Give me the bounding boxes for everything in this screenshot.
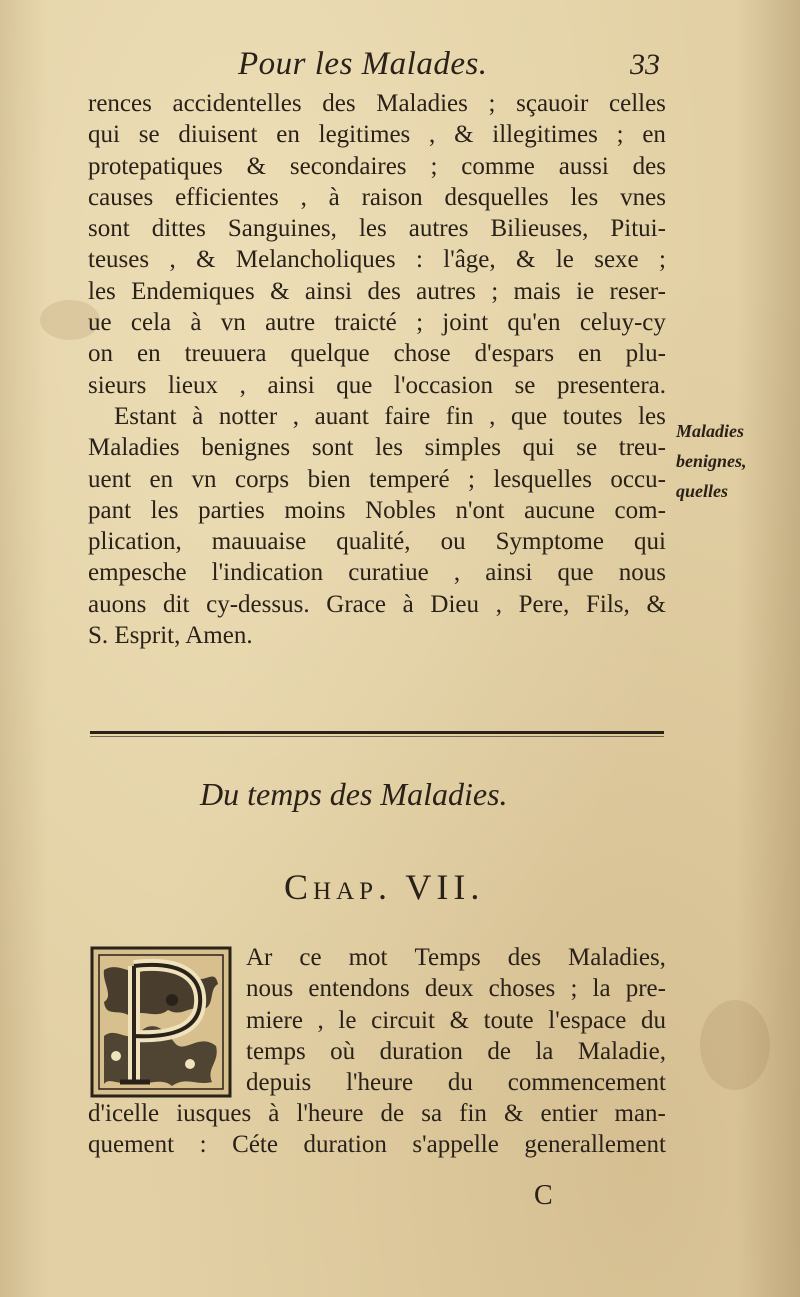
word: s'appelle [412,1131,499,1159]
word: ainsi [304,277,353,305]
word: vnes [620,183,666,211]
margin-note-line: Maladies [676,421,745,441]
text-line [88,464,666,495]
word: des [322,90,356,117]
word: duration [303,1131,387,1159]
text-line [88,213,666,244]
word: , [239,371,246,399]
word: toutes [562,402,623,430]
word: aussi [558,152,609,180]
text-line [88,495,666,526]
word: dit [163,590,190,618]
word: vn [220,309,246,337]
word: ; [468,465,475,493]
word: en [149,465,174,493]
word: quelque [290,340,370,368]
word: à [190,309,202,337]
word: de [487,1037,511,1065]
word: , [453,559,461,587]
word: d'espars [474,340,555,368]
word: l'occasion [394,371,493,399]
word: des [632,152,666,180]
word: les [358,215,387,243]
word: sexe [594,246,639,274]
word: mauuaise [211,528,307,556]
word: causes [88,183,154,211]
word: circuit [371,1006,435,1034]
word: bien [307,465,351,493]
text-line [88,182,666,213]
word: qui [634,528,666,556]
text-line [246,1036,666,1067]
word: ; [570,975,578,1003]
chapter-heading: Chap. VII. [284,867,485,907]
word: presentera. [557,371,666,399]
word: , [495,590,502,618]
word: treu- [618,434,666,462]
word: Endemiques [131,277,255,305]
word: simples [424,434,502,462]
word: qui [522,434,555,462]
word: les [570,183,599,211]
word: , [429,121,436,149]
word: se [138,121,160,149]
word: notter [218,402,278,430]
word: efficientes [175,183,279,211]
word: joint [442,309,489,337]
text-line: S. Esprit, Amen. [88,622,253,650]
word: desquelles [444,183,549,211]
word: les [150,496,179,524]
word: n'ont [455,496,505,524]
word: où [330,1037,356,1065]
rule-hairline [90,736,664,737]
page-number: 33 [630,48,660,81]
word: Bilieuses, [490,215,589,243]
word: la [592,975,611,1003]
text-line [88,119,666,150]
word: ; [488,90,496,117]
word: Nobles [365,496,436,524]
word: ; [416,309,424,337]
word: quement [88,1131,175,1159]
word: fin [459,1100,487,1127]
word: Melancholiques [235,246,396,274]
word: dittes [151,215,206,243]
word: temperé [369,465,450,493]
margin-note-line: benignes, [676,451,747,471]
word: legitimes [318,121,411,149]
word: les [375,434,403,462]
word: comme [461,152,535,180]
text-line [88,307,666,338]
word: man- [614,1100,666,1127]
word: , [300,183,307,211]
text-line [88,244,666,275]
word: curatiue [348,559,429,587]
word: pant [88,496,132,524]
word: & [646,590,666,618]
word: Maladies [376,90,468,117]
word: & [196,246,216,274]
word: & [454,121,474,149]
word: temps [246,1037,306,1065]
word: Maladies, [568,944,666,971]
text-line [88,526,666,557]
word: l'âge, [443,246,496,274]
word: le [338,1006,357,1034]
word: , [489,402,496,430]
word: miere [246,1006,303,1034]
word: plu- [625,340,666,368]
word: en [642,121,666,149]
word: sont [88,215,130,243]
text-line [88,1129,666,1160]
word: Sanguines, [227,215,337,243]
word: ce [299,944,322,971]
word: de [380,1100,405,1127]
word: Dieu [430,590,480,618]
text-line [88,370,666,401]
section-title: Du temps des Maladies. [200,776,508,812]
paper-stain [700,1000,770,1090]
word: à [402,590,414,618]
text-line [88,276,666,307]
word: des [507,944,542,971]
word: celles [609,90,666,117]
word: l'indication [211,559,324,587]
word: vn [191,465,217,493]
word: lesquelles [493,465,592,493]
word: Maladies [88,434,180,462]
word: Pitui- [610,215,666,243]
word: ; [659,246,666,274]
word: sieurs [88,371,147,399]
catchword: C [534,1180,553,1211]
word: ; [616,121,624,149]
word: du [447,1069,473,1097]
decorated-initial-p-icon [90,946,232,1098]
word: en [578,340,602,368]
word: , [292,402,300,430]
word: nous [246,975,294,1003]
text-line [88,432,666,463]
word: Temps [414,944,481,971]
word: , [317,1006,324,1034]
word: & [246,152,267,180]
word: l'espace [548,1006,627,1034]
word: Pere, [518,590,570,618]
word: Céte [232,1131,278,1159]
word: à [328,183,340,211]
word: & [449,1006,470,1034]
word: on [88,340,113,368]
margin-note [676,416,747,506]
word: empesche [88,559,187,587]
word: Grace [326,590,386,618]
word: cy-dessus. [206,590,310,618]
word: reser- [609,277,666,305]
word: & [516,246,536,274]
word: autres [416,277,476,305]
word: raison [361,183,423,211]
word: mot [348,944,388,971]
word: uent [88,465,132,493]
word: l'heure [346,1069,414,1097]
text-line [88,557,666,588]
word: teuses [88,246,150,274]
word: occu- [610,465,666,493]
word: ou [440,528,466,556]
word: ue [88,309,112,337]
word: Maladie, [577,1037,666,1065]
word: nous [618,559,666,587]
word: protepatiques [88,152,223,180]
word: auant [314,402,369,430]
body-text [88,88,666,651]
running-head: Pour les Malades. [238,46,488,82]
word: benignes [201,434,291,462]
word: qualité, [336,528,411,556]
word: fin [445,402,474,430]
word: plication, [88,528,182,556]
word: se [514,371,536,399]
word: l'heure [296,1100,364,1127]
word: iusques [176,1100,252,1127]
text-line [88,88,666,119]
word: toute [483,1006,534,1034]
word: Ar [246,944,273,971]
word: sa [421,1100,443,1127]
word: traicté [334,309,397,337]
word: accidentelles [172,90,302,117]
ornamental-rule [90,728,664,738]
word: autre [265,309,316,337]
word: chose [393,340,451,368]
word: corps [234,465,290,493]
word: secondaires [289,152,407,180]
word: treuuera [184,340,267,368]
word: auons [88,590,147,618]
word: Symptome [495,528,604,556]
chapter-text-beside-initial [246,942,666,1098]
word: com- [614,496,666,524]
text-line [246,973,666,1004]
word: sont [311,434,354,462]
word: diuisent [178,121,258,149]
word: : [415,246,423,274]
word: se [576,434,598,462]
word: , [169,246,176,274]
word: deux [424,975,474,1003]
word: du [640,1006,666,1034]
word: que [336,371,373,399]
word: ; [430,152,438,180]
text-line-paragraph-start [88,401,666,432]
rule-bar [90,731,664,734]
margin-note-line: quelles [676,481,728,501]
word: parties [198,496,265,524]
word: commencement [507,1069,666,1097]
word: mais [513,277,561,305]
word: sçauoir [516,90,589,117]
word: pre- [625,975,666,1003]
word: faire [384,402,431,430]
word: ainsi [267,371,315,399]
text-line [246,1067,666,1098]
word: à [192,402,204,430]
word: d'icelle [88,1100,160,1127]
word: ainsi [485,559,533,587]
text-line [88,1098,666,1129]
word: Fils, [586,590,630,618]
word: duration [379,1037,463,1065]
word: que [557,559,594,587]
word: illegitimes [492,121,598,149]
word: en [276,121,300,149]
word: & [503,1100,524,1127]
word: entendons [308,975,410,1003]
word: choses [488,975,556,1003]
word: depuis [246,1069,312,1097]
text-line [88,589,666,620]
word: entier [540,1100,598,1127]
word: qu'en [507,309,561,337]
word: ; [491,277,499,305]
word: : [199,1131,207,1159]
text-line [246,942,666,973]
word: en [137,340,161,368]
word: autres [408,215,469,243]
word: la [535,1037,554,1065]
word: le [555,246,574,274]
word: cela [130,309,172,337]
word: ie [576,277,595,305]
word: qui [88,121,120,149]
word: moins [284,496,346,524]
word: Estant [114,402,177,430]
word: & [270,277,290,305]
word: les [88,277,116,305]
text-line [88,338,666,369]
text-line [246,1005,666,1036]
chapter-text [88,1098,666,1161]
word: aucune [524,496,595,524]
page-header [90,46,670,92]
text-line [88,151,666,182]
word: generallement [524,1131,666,1159]
word: rences [88,90,152,117]
word: celuy-cy [579,309,666,337]
word: à [268,1100,280,1127]
word: que [511,402,548,430]
word: lieux [167,371,218,399]
word: les [638,402,666,430]
word: des [367,277,401,305]
